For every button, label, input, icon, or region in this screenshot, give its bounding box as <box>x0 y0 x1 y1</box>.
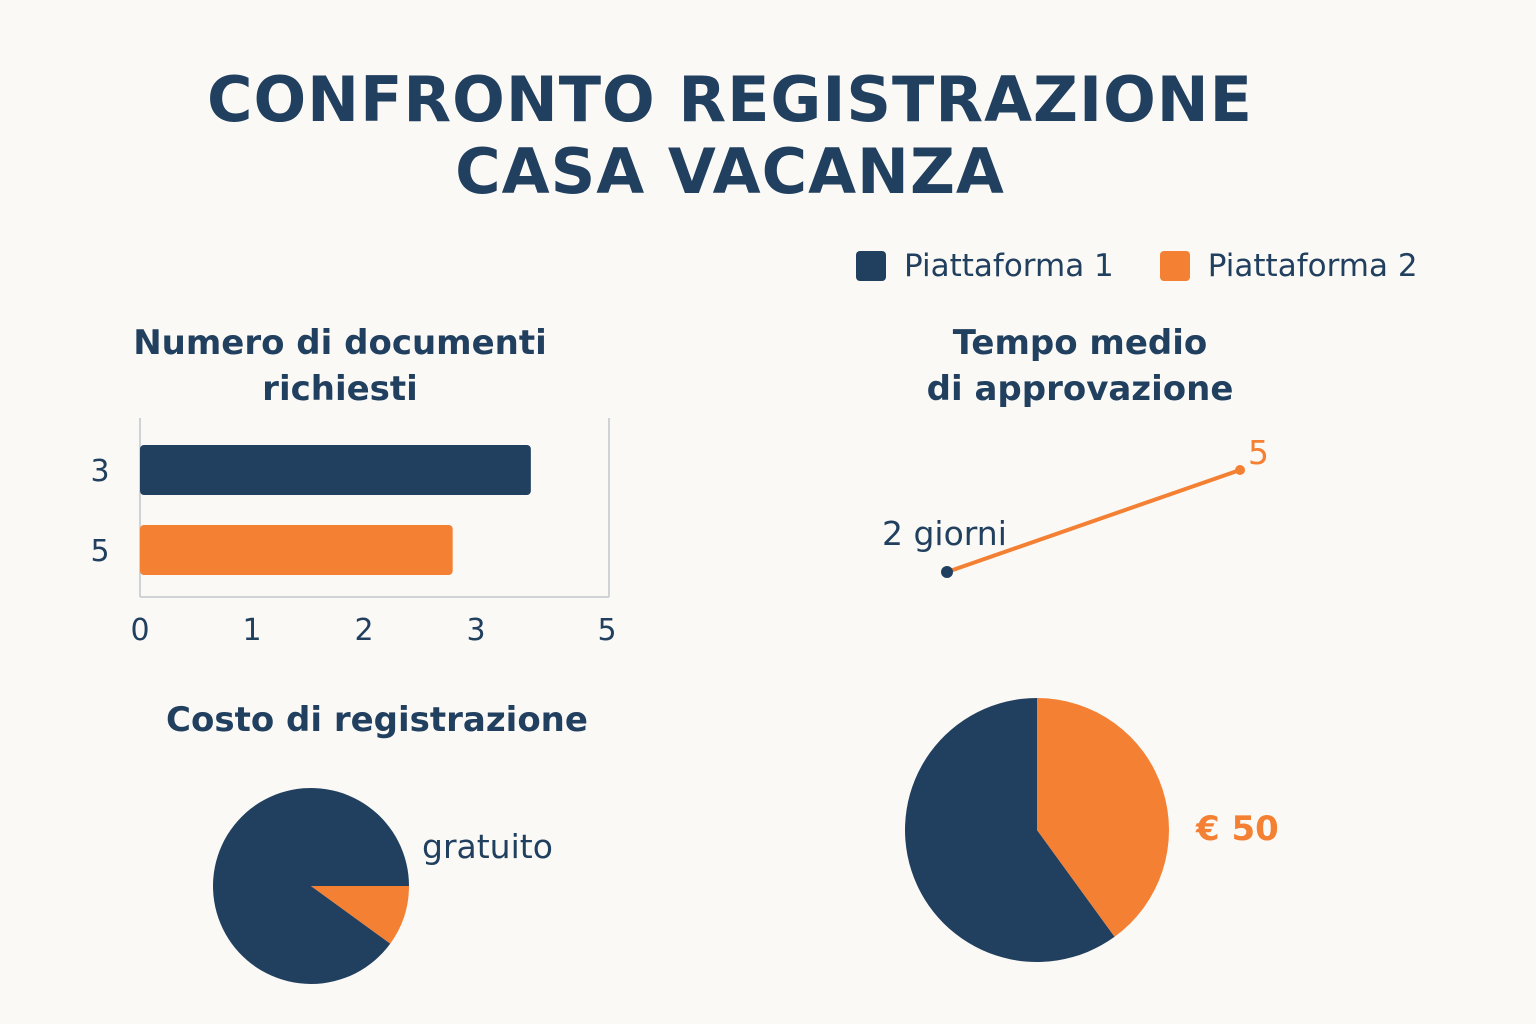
bar-x-tick-label-5: 5 <box>597 613 617 648</box>
page-title-line-1: CONFRONTO REGISTRAZIONE <box>206 63 1254 136</box>
bar-x-tick-label-2: 1 <box>242 613 262 648</box>
approval-point-platform-2 <box>1235 465 1245 475</box>
approval-label-platform-2: 5 <box>1248 433 1269 472</box>
approval-title-line-1: Tempo medio <box>952 323 1208 363</box>
documents-title-line-1: Numero di documenti <box>133 323 547 363</box>
bar-category-label-2: 5 <box>90 534 110 569</box>
page-title-line-2: CASA VACANZA <box>455 135 1005 208</box>
cost-pie-label-platform-2: gratuito <box>422 827 553 866</box>
legend-label-platform-2: Piattaforma 2 <box>1207 248 1418 284</box>
bar-2 <box>140 525 453 575</box>
bar-x-tick-label-4: 3 <box>466 613 486 648</box>
cost-title-line-1: Costo di registrazione <box>166 700 588 740</box>
approval-title-line-2: di approvazione <box>926 369 1234 409</box>
cost-pie-slice-1 <box>213 788 409 984</box>
approval-label-platform-1: 2 giorni <box>882 514 1007 553</box>
approval-point-platform-1 <box>941 566 953 578</box>
bar-x-tick-label-1: 0 <box>130 613 150 648</box>
bar-1 <box>140 445 531 495</box>
documents-title-line-2: richiesti <box>262 369 418 409</box>
bar-x-tick-label-3: 2 <box>354 613 374 648</box>
legend-label-platform-1: Piattaforma 1 <box>904 248 1114 284</box>
fee-pie-label-platform-2: € 50 <box>1196 809 1279 849</box>
bar-category-label-1: 3 <box>90 454 110 489</box>
